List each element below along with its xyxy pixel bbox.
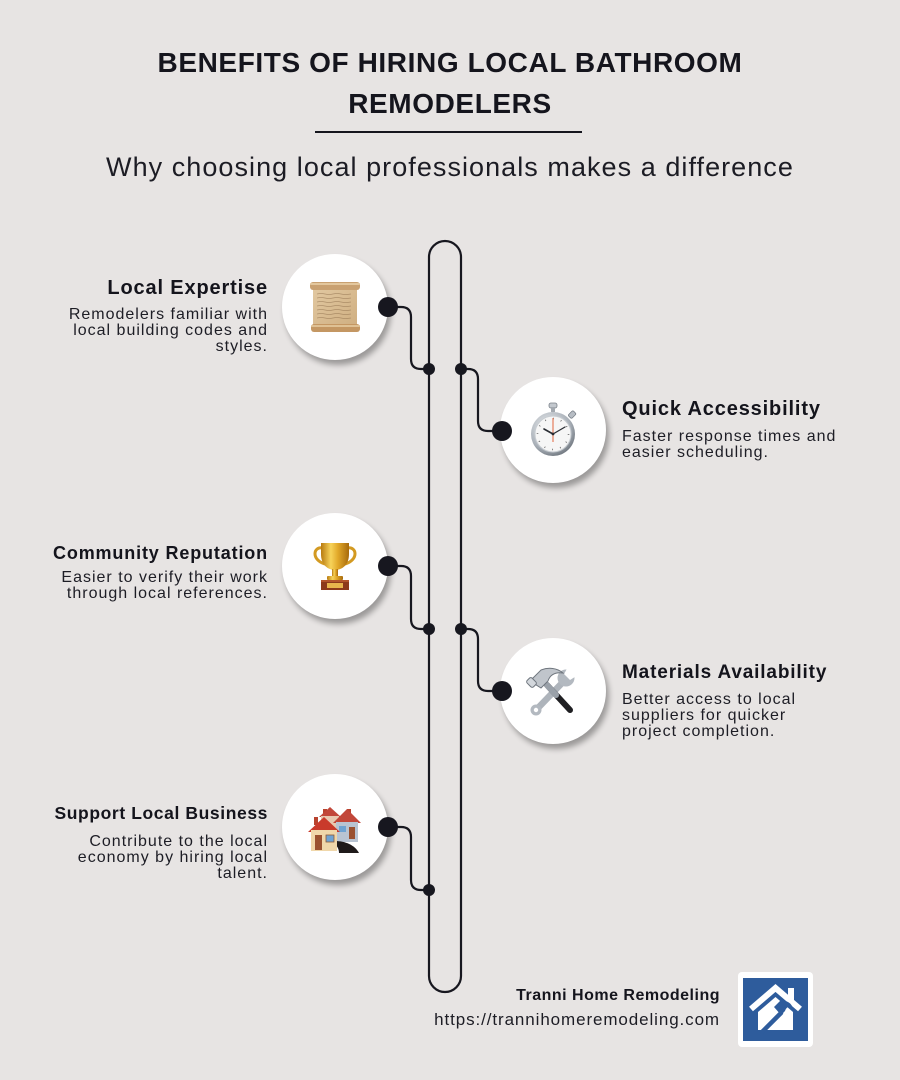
title-divider — [315, 131, 582, 133]
benefit-title: Community Reputation — [53, 543, 268, 563]
benefit-description — [622, 692, 796, 740]
icon-circle — [282, 774, 388, 880]
description-line: Easier to verify their work — [61, 569, 268, 586]
description-line: project completion. — [622, 723, 776, 740]
hammer-wrench-icon — [523, 661, 583, 721]
stopwatch-icon — [523, 400, 583, 460]
company-url-link[interactable]: https://trannihomeremodeling.com — [434, 1010, 720, 1029]
benefit-description — [622, 429, 836, 461]
icon-circle — [282, 254, 388, 360]
connector-support-local-business — [388, 827, 429, 890]
scroll-icon — [305, 277, 365, 337]
benefit-description — [69, 307, 268, 355]
connector-materials-availability — [461, 629, 502, 691]
title-line-2: REMODELERS — [348, 88, 552, 119]
description-line: talent. — [217, 865, 268, 882]
page-title — [0, 42, 900, 124]
node-dot-small — [423, 884, 435, 896]
description-line: Faster response times and — [622, 428, 837, 445]
description-line: suppliers for quicker — [622, 707, 787, 724]
node-dot-small — [455, 363, 467, 375]
benefit-description — [78, 834, 268, 882]
icon-circle — [500, 638, 606, 744]
connector-local-expertise — [388, 307, 429, 369]
description-line: styles. — [215, 338, 268, 355]
benefit-title: Quick Accessibility — [622, 398, 821, 420]
description-line: local building codes and — [73, 322, 268, 339]
icon-circle — [500, 377, 606, 483]
benefit-title: Support Local Business — [54, 803, 268, 823]
connector-quick-accessibility — [461, 369, 502, 431]
description-line: Better access to local — [622, 691, 797, 708]
timeline-tube — [429, 241, 461, 992]
description-line: Remodelers familiar with — [68, 306, 268, 323]
logo-background — [743, 978, 808, 1041]
node-dot-small — [423, 623, 435, 635]
icon-circle — [282, 513, 388, 619]
company-name: Tranni Home Remodeling — [516, 987, 720, 1004]
node-dot-small — [423, 363, 435, 375]
description-line: Contribute to the local — [89, 833, 268, 850]
benefit-description — [61, 570, 268, 602]
description-line: through local references. — [66, 585, 268, 602]
benefit-title: Materials Availability — [622, 662, 828, 683]
description-line: economy by hiring local — [77, 849, 268, 866]
houses-icon — [305, 797, 365, 857]
title-line-1: BENEFITS OF HIRING LOCAL BATHROOM — [157, 47, 743, 78]
company-logo — [738, 972, 813, 1047]
benefit-title: Local Expertise — [107, 277, 268, 299]
connector-community-reputation — [388, 566, 429, 629]
node-dot-small — [455, 623, 467, 635]
trophy-icon — [305, 536, 365, 596]
page-subtitle: Why choosing local professionals makes a difference — [106, 152, 794, 182]
house-hammer-logo-icon — [743, 978, 808, 1041]
description-line: easier scheduling. — [622, 444, 769, 461]
